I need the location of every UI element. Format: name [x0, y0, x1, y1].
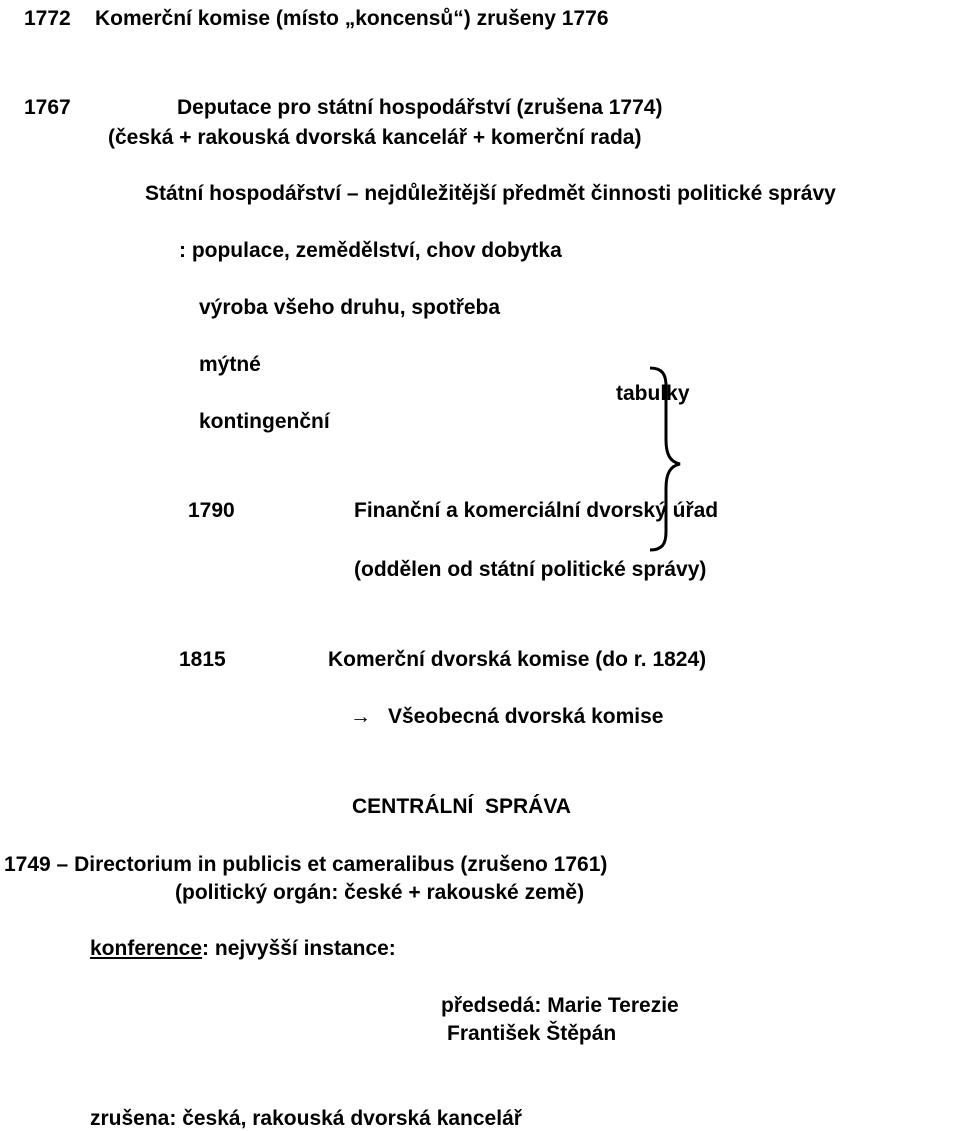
arrow-icon: →: [350, 705, 371, 728]
line-1772-text: Komerční komise (místo „koncensů“) zrušeny 1776: [95, 7, 609, 30]
year-1772: 1772: [24, 7, 71, 30]
line-1790-text: Finanční a komerciální dvorský úřad: [354, 499, 719, 522]
conference-rest: : nejvyšší instance:: [202, 937, 396, 960]
line-1815-text: Komerční dvorská komise (do r. 1824): [328, 648, 707, 671]
abolished-text: zrušena: česká, rakouská dvorská kancelář: [90, 1107, 522, 1130]
bracket-label: tabulky: [616, 382, 690, 405]
conference-line: [90, 938, 396, 959]
year-1790: 1790: [188, 499, 235, 522]
line-1790-sub: (oddělen od státní politické správy): [354, 558, 707, 581]
line-1767-sub: (česká + rakouská dvorská kancelář + komerční rada): [108, 126, 642, 149]
central-heading: CENTRÁLNÍ SPRÁVA: [352, 795, 571, 818]
state-economy-item: mýtné: [199, 353, 261, 376]
conference-label: konference: [90, 937, 203, 960]
state-economy-heading: Státní hospodářství – nejdůležitější předmět činnosti politické správy: [145, 182, 836, 205]
state-economy-item: : populace, zemědělství, chov dobytka: [179, 239, 562, 262]
year-1767: 1767: [24, 96, 71, 119]
line-1767-text: Deputace pro státní hospodářství (zrušena 1774): [177, 96, 663, 119]
line-1749-text: 1749 – Directorium in publicis et cameralibus (zrušeno 1761): [4, 853, 608, 876]
state-economy-item: výroba všeho druhu, spotřeba: [199, 296, 501, 319]
conference-member: František Štěpán: [447, 1022, 617, 1045]
line-1749-sub: (politický orgán: české + rakouské země): [175, 881, 585, 904]
state-economy-item: kontingenční: [199, 410, 330, 433]
line-1815-next: Všeobecná dvorská komise: [388, 705, 664, 728]
year-1815: 1815: [179, 648, 226, 671]
conference-chair: předsedá: Marie Terezie: [441, 994, 679, 1017]
